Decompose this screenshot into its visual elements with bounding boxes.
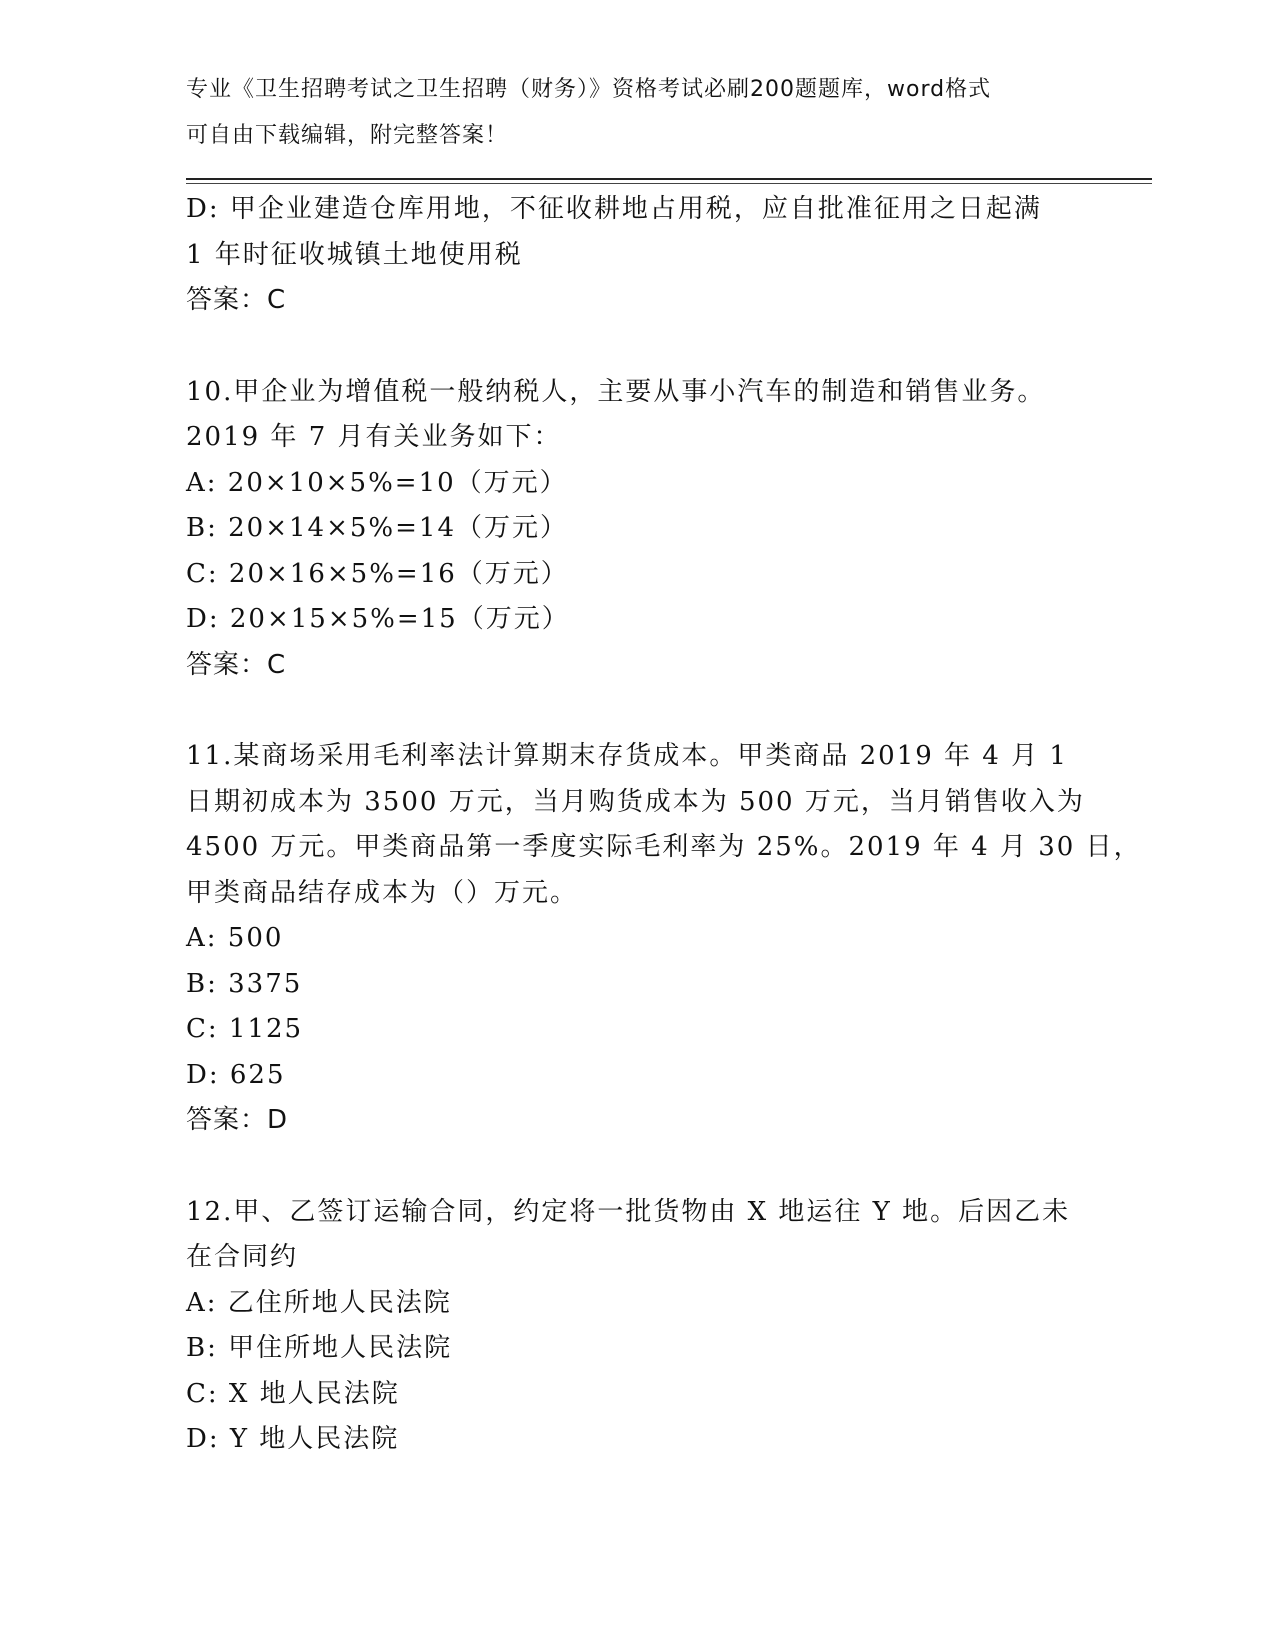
q9-answer: 答案：C — [186, 285, 287, 315]
q11-stem-line-1: 11.某商场采用毛利率法计算期末存货成本。甲类商品 2019 年 4 月 1 — [186, 741, 1068, 771]
q11-option-c: C: 1125 — [186, 1014, 304, 1044]
q12-option-d: D: Y 地人民法院 — [186, 1424, 400, 1454]
question-9 — [186, 187, 1086, 324]
question-11 — [186, 734, 1142, 1144]
q11-option-b: B: 3375 — [186, 968, 303, 999]
document-body — [186, 187, 1142, 1463]
header-title-line-2: 可自由下载编辑，附完整答案！ — [186, 122, 509, 148]
q9-option-d-line-2: 1 年时征收城镇土地使用税 — [186, 239, 523, 270]
spacer — [186, 688, 1086, 734]
spacer — [186, 1144, 1086, 1190]
q10-stem-line-1: 10.甲企业为增值税一般纳税人，主要从事小汽车的制造和销售业务。 — [186, 376, 1046, 407]
q11-stem-line-3: 4500 万元。甲类商品第一季度实际毛利率为 25%。2019 年 4 月 30 日， — [186, 832, 1142, 862]
q12-stem-line-2: 在合同约 — [186, 1242, 299, 1272]
question-10 — [186, 370, 1086, 689]
header-title-line-1: 专业《卫生招聘考试之卫生招聘（财务）》资格考试必刷200题题库，word格式 — [186, 77, 992, 102]
q10-option-b: B: 20×14×5%=14（万元） — [186, 513, 568, 543]
header-divider-thin — [186, 183, 1152, 184]
q12-option-b: B: 甲住所地人民法院 — [186, 1333, 453, 1363]
spacer — [186, 324, 1086, 370]
q12-option-c: C: X 地人民法院 — [186, 1378, 400, 1409]
question-12 — [186, 1190, 1086, 1463]
q11-option-d: D: 625 — [186, 1059, 286, 1090]
q10-stem-line-2: 2019 年 7 月有关业务如下： — [186, 422, 562, 452]
q11-stem-line-4: 甲类商品结存成本为（）万元。 — [186, 877, 579, 908]
q10-answer: 答案：C — [186, 649, 287, 680]
q11-stem-line-2: 日期初成本为 3500 万元，当月购货成本为 500 万元，当月销售收入为 — [186, 786, 1085, 817]
q9-option-d-line-1: D: 甲企业建造仓库用地，不征收耕地占用税，应自批准征用之日起满 — [186, 194, 1042, 224]
q11-option-a: A: 500 — [186, 923, 284, 953]
header-divider-thick — [186, 178, 1152, 180]
q10-option-a: A: 20×10×5%=10（万元） — [186, 467, 568, 498]
q11-answer: 答案：D — [186, 1105, 289, 1135]
q12-stem-line-1: 12.甲、乙签订运输合同，约定将一批货物由 X 地运往 Y 地。后因乙未 — [186, 1196, 1071, 1227]
q10-option-d: D: 20×15×5%=15（万元） — [186, 604, 570, 634]
q12-option-a: A: 乙住所地人民法院 — [186, 1287, 452, 1318]
document-header — [186, 74, 1066, 165]
q10-option-c: C: 20×16×5%=16（万元） — [186, 558, 569, 589]
